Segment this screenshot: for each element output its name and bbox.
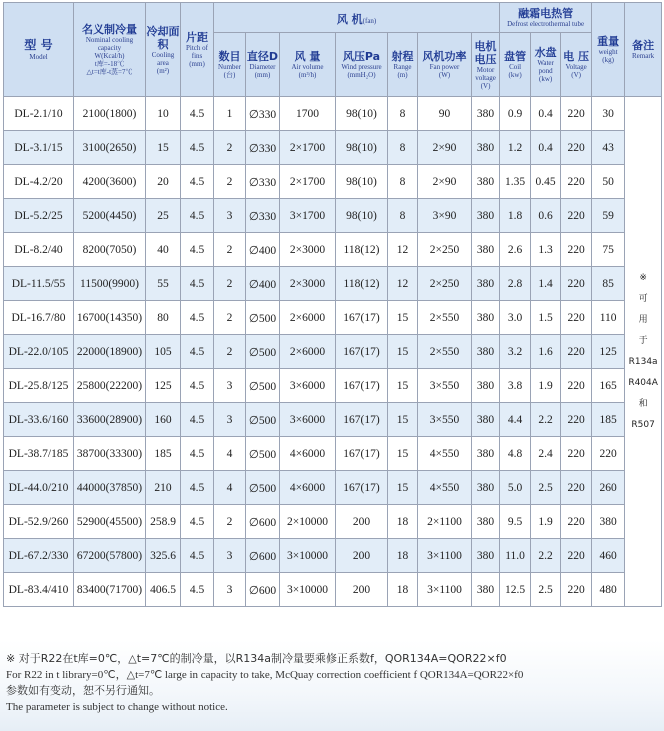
table-cell: 3×1100	[418, 539, 472, 573]
table-cell: 12	[388, 267, 418, 301]
table-cell: ∅500	[246, 301, 280, 335]
header-capacity: 名义制冷量 Nominal cooling capacity W(Kcal/h) t库=-18℃ △t=t库-t蒸=7℃	[74, 3, 146, 97]
table-cell: 220	[561, 165, 592, 199]
header-motor-voltage: 电机电压 Motor voltage (V)	[472, 33, 500, 97]
table-cell: 167(17)	[336, 437, 388, 471]
table-cell: 380	[472, 199, 500, 233]
table-row	[4, 335, 662, 369]
table-cell: 4.5	[181, 437, 214, 471]
table-cell: 11.0	[500, 539, 531, 573]
table-cell: 12.5	[500, 573, 531, 607]
table-cell: 220	[561, 97, 592, 131]
remark-cell	[625, 97, 662, 607]
table-cell: 59	[592, 199, 625, 233]
table-cell: ∅400	[246, 267, 280, 301]
table-row	[4, 539, 662, 573]
table-cell: 4.5	[181, 403, 214, 437]
table-cell: 325.6	[146, 539, 181, 573]
table-cell: 55	[146, 267, 181, 301]
table-cell: 25800(22200)	[74, 369, 146, 403]
table-cell: DL-2.1/10	[4, 97, 74, 131]
table-cell: 44000(37850)	[74, 471, 146, 505]
table-cell: 2	[214, 131, 246, 165]
table-cell: DL-44.0/210	[4, 471, 74, 505]
table-cell: DL-33.6/160	[4, 403, 74, 437]
table-cell: 4×550	[418, 471, 472, 505]
table-cell: 118(12)	[336, 267, 388, 301]
table-row	[4, 165, 662, 199]
table-cell: 380	[472, 437, 500, 471]
header-fan-group: 风 机(fan)	[214, 3, 500, 33]
table-cell: ∅330	[246, 97, 280, 131]
table-cell: 18	[388, 573, 418, 607]
table-cell: 2×6000	[280, 301, 336, 335]
table-cell: 3×6000	[280, 403, 336, 437]
table-cell: 380	[472, 573, 500, 607]
table-cell: 20	[146, 165, 181, 199]
table-cell: 4.5	[181, 369, 214, 403]
table-cell: 4.5	[181, 199, 214, 233]
table-cell: 2×250	[418, 233, 472, 267]
table-cell: 4.5	[181, 505, 214, 539]
table-row	[4, 199, 662, 233]
table-cell: 2×10000	[280, 505, 336, 539]
table-cell: 3×10000	[280, 539, 336, 573]
table-cell: 2.2	[531, 539, 561, 573]
table-cell: DL-3.1/15	[4, 131, 74, 165]
table-cell: 11500(9900)	[74, 267, 146, 301]
table-cell: 3	[214, 539, 246, 573]
spec-table-body	[4, 97, 662, 607]
table-cell: 380	[472, 403, 500, 437]
table-cell: 1.2	[500, 131, 531, 165]
table-cell: 220	[561, 369, 592, 403]
remark-line: 用	[638, 314, 648, 325]
table-cell: 220	[561, 471, 592, 505]
table-cell: ∅330	[246, 131, 280, 165]
table-cell: 1	[214, 97, 246, 131]
table-cell: 3100(2650)	[74, 131, 146, 165]
table-cell: DL-83.4/410	[4, 573, 74, 607]
table-cell: 380	[592, 505, 625, 539]
remark-line: 可	[638, 293, 648, 304]
header-water-pond: 水盘 Water pond (kw)	[531, 33, 561, 97]
table-cell: 5200(4450)	[74, 199, 146, 233]
table-cell: 200	[336, 539, 388, 573]
table-cell: 4×6000	[280, 471, 336, 505]
table-cell: 4.5	[181, 335, 214, 369]
note-change-cn: 参数如有变动，恕不另行通知。	[6, 684, 160, 697]
table-cell: 220	[561, 539, 592, 573]
table-cell: 2.5	[531, 573, 561, 607]
table-cell: DL-52.9/260	[4, 505, 74, 539]
table-cell: 98(10)	[336, 199, 388, 233]
table-row	[4, 131, 662, 165]
notes	[6, 651, 656, 715]
table-cell: 380	[472, 165, 500, 199]
table-cell: 220	[561, 131, 592, 165]
table-cell: 380	[472, 233, 500, 267]
table-cell: 2100(1800)	[74, 97, 146, 131]
table-cell: DL-38.7/185	[4, 437, 74, 471]
table-cell: 110	[592, 301, 625, 335]
table-cell: 200	[336, 505, 388, 539]
table-cell: 3.0	[500, 301, 531, 335]
table-cell: 2.8	[500, 267, 531, 301]
table-cell: 30	[592, 97, 625, 131]
table-cell: 3	[214, 199, 246, 233]
table-cell: 2×6000	[280, 335, 336, 369]
table-cell: 15	[388, 437, 418, 471]
table-cell: 2	[214, 505, 246, 539]
table-cell: 3.8	[500, 369, 531, 403]
table-cell: ∅500	[246, 369, 280, 403]
table-cell: 85	[592, 267, 625, 301]
table-row	[4, 301, 662, 335]
table-cell: 220	[592, 437, 625, 471]
table-cell: 25	[146, 199, 181, 233]
table-cell: 167(17)	[336, 403, 388, 437]
table-cell: 2	[214, 165, 246, 199]
table-cell: 0.4	[531, 131, 561, 165]
table-cell: 167(17)	[336, 471, 388, 505]
table-cell: 8	[388, 199, 418, 233]
header-remark: 备注 Remark	[625, 3, 662, 97]
table-cell: 2×1700	[280, 131, 336, 165]
table-cell: 2×3000	[280, 233, 336, 267]
table-cell: 90	[418, 97, 472, 131]
table-cell: 4.5	[181, 471, 214, 505]
table-cell: 4.5	[181, 267, 214, 301]
table-cell: 380	[472, 97, 500, 131]
table-cell: 98(10)	[336, 131, 388, 165]
table-cell: 220	[561, 233, 592, 267]
header-range: 射程 Range (m)	[388, 33, 418, 97]
header-coil: 盘管 Coil (kw)	[500, 33, 531, 97]
table-cell: 1.4	[531, 267, 561, 301]
table-cell: 220	[561, 403, 592, 437]
header-model: 型 号 Model	[4, 3, 74, 97]
table-cell: 3	[214, 403, 246, 437]
table-cell: 2.4	[531, 437, 561, 471]
table-cell: 2.6	[500, 233, 531, 267]
table-cell: 4.5	[181, 301, 214, 335]
remark-line: R507	[631, 419, 655, 430]
table-cell: 2.5	[531, 471, 561, 505]
table-cell: 83400(71700)	[74, 573, 146, 607]
table-cell: 1.35	[500, 165, 531, 199]
note-r22-en: For R22 in t library=0℃，△t=7℃ large in capacity to take, McQuay correction coefficient f QOR134A=QOR22×f0	[6, 669, 524, 681]
table-cell: ∅600	[246, 505, 280, 539]
table-cell: 50	[592, 165, 625, 199]
table-cell: 480	[592, 573, 625, 607]
table-cell: 4200(3600)	[74, 165, 146, 199]
table-row	[4, 437, 662, 471]
table-cell: 2×90	[418, 131, 472, 165]
table-cell: 260	[592, 471, 625, 505]
table-cell: 220	[561, 437, 592, 471]
table-cell: 4.5	[181, 573, 214, 607]
table-cell: 380	[472, 505, 500, 539]
table-cell: 2×550	[418, 301, 472, 335]
table-cell: 4.5	[181, 165, 214, 199]
table-cell: 2	[214, 335, 246, 369]
table-cell: 380	[472, 335, 500, 369]
table-cell: 9.5	[500, 505, 531, 539]
table-cell: 1.9	[531, 369, 561, 403]
table-cell: 2	[214, 301, 246, 335]
header-cooling-area: 冷却面积 Cooling area (m²)	[146, 3, 181, 97]
table-cell: 15	[146, 131, 181, 165]
table-cell: 406.5	[146, 573, 181, 607]
table-cell: 2	[214, 267, 246, 301]
table-cell: 380	[472, 267, 500, 301]
table-cell: 3.2	[500, 335, 531, 369]
table-cell: 200	[336, 573, 388, 607]
table-cell: 2×250	[418, 267, 472, 301]
table-cell: 8	[388, 131, 418, 165]
table-cell: 1.8	[500, 199, 531, 233]
table-cell: DL-67.2/330	[4, 539, 74, 573]
table-cell: ∅500	[246, 403, 280, 437]
header-fan-power: 风机功率 Fan power (W)	[418, 33, 472, 97]
table-cell: 80	[146, 301, 181, 335]
table-cell: 18	[388, 505, 418, 539]
table-cell: 1.6	[531, 335, 561, 369]
table-cell: 3	[214, 369, 246, 403]
table-cell: 38700(33300)	[74, 437, 146, 471]
table-cell: ∅500	[246, 335, 280, 369]
table-cell: 167(17)	[336, 369, 388, 403]
table-cell: 1700	[280, 97, 336, 131]
table-cell: 18	[388, 539, 418, 573]
table-cell: 3×6000	[280, 369, 336, 403]
table-cell: 2.2	[531, 403, 561, 437]
remark-line: ※	[639, 272, 647, 283]
table-cell: 4.5	[181, 97, 214, 131]
table-cell: 16700(14350)	[74, 301, 146, 335]
table-cell: 220	[561, 505, 592, 539]
table-cell: 8200(7050)	[74, 233, 146, 267]
table-cell: 8	[388, 97, 418, 131]
table-cell: 118(12)	[336, 233, 388, 267]
remark-line: 于	[638, 335, 648, 346]
spec-table-container	[3, 2, 661, 607]
remark-line: 和	[638, 398, 648, 409]
table-cell: 0.45	[531, 165, 561, 199]
table-cell: 3×550	[418, 369, 472, 403]
table-cell: 3×10000	[280, 573, 336, 607]
table-cell: 2	[214, 233, 246, 267]
table-cell: ∅500	[246, 437, 280, 471]
header-wind-pressure: 风压Pa Wind pressure (mmH₂O)	[336, 33, 388, 97]
table-cell: 2×3000	[280, 267, 336, 301]
table-cell: 10	[146, 97, 181, 131]
table-cell: ∅500	[246, 471, 280, 505]
table-cell: DL-8.2/40	[4, 233, 74, 267]
table-cell: ∅600	[246, 539, 280, 573]
table-row	[4, 267, 662, 301]
table-cell: DL-11.5/55	[4, 267, 74, 301]
table-row	[4, 573, 662, 607]
table-cell: 0.9	[500, 97, 531, 131]
header-weight: 重量 weight (kg)	[592, 3, 625, 97]
table-cell: 15	[388, 369, 418, 403]
table-cell: 40	[146, 233, 181, 267]
table-cell: 125	[146, 369, 181, 403]
table-cell: 167(17)	[336, 301, 388, 335]
table-cell: 4×550	[418, 437, 472, 471]
table-cell: 1.5	[531, 301, 561, 335]
table-cell: 165	[592, 369, 625, 403]
spec-table	[3, 2, 662, 607]
table-cell: DL-25.8/125	[4, 369, 74, 403]
header-air-volume: 风 量 Air volume (m³/h)	[280, 33, 336, 97]
table-cell: 4.5	[181, 131, 214, 165]
table-cell: 380	[472, 131, 500, 165]
table-cell: 0.6	[531, 199, 561, 233]
table-cell: 4.5	[181, 233, 214, 267]
remark-line: R134a	[628, 356, 658, 367]
table-cell: DL-4.2/20	[4, 165, 74, 199]
table-cell: 380	[472, 539, 500, 573]
table-cell: 98(10)	[336, 165, 388, 199]
table-cell: 160	[146, 403, 181, 437]
table-cell: 15	[388, 335, 418, 369]
table-cell: 220	[561, 335, 592, 369]
table-cell: ∅330	[246, 165, 280, 199]
table-cell: 105	[146, 335, 181, 369]
table-row	[4, 369, 662, 403]
table-cell: ∅600	[246, 573, 280, 607]
table-cell: 12	[388, 233, 418, 267]
table-cell: 185	[146, 437, 181, 471]
table-row	[4, 505, 662, 539]
table-cell: 220	[561, 267, 592, 301]
table-cell: 0.4	[531, 97, 561, 131]
table-cell: 52900(45500)	[74, 505, 146, 539]
table-cell: 4.8	[500, 437, 531, 471]
header-defrost-group: 融霜电热管 Defrost electrothermal tube	[500, 3, 592, 33]
table-cell: 4	[214, 437, 246, 471]
table-cell: 33600(28900)	[74, 403, 146, 437]
table-row	[4, 97, 662, 131]
table-cell: 2×550	[418, 335, 472, 369]
header-fin-pitch: 片距 Pitch of fins (mm)	[181, 3, 214, 97]
table-cell: 43	[592, 131, 625, 165]
table-cell: 125	[592, 335, 625, 369]
table-cell: 185	[592, 403, 625, 437]
table-cell: 22000(18900)	[74, 335, 146, 369]
table-row	[4, 233, 662, 267]
table-row	[4, 403, 662, 437]
table-cell: 4×6000	[280, 437, 336, 471]
table-cell: 67200(57800)	[74, 539, 146, 573]
table-cell: 380	[472, 369, 500, 403]
table-cell: 15	[388, 471, 418, 505]
note-r22-cn: ※ 对于R22在t库=0℃，△t=7℃的制冷量，以R134a制冷量要乘修正系数f，QOR134A=QOR22×f0	[6, 652, 507, 665]
table-cell: 220	[561, 199, 592, 233]
table-cell: 2×1100	[418, 505, 472, 539]
table-cell: DL-16.7/80	[4, 301, 74, 335]
table-cell: 3	[214, 573, 246, 607]
table-cell: 3×1700	[280, 199, 336, 233]
table-cell: 167(17)	[336, 335, 388, 369]
table-cell: 75	[592, 233, 625, 267]
remark-line: R404A	[628, 377, 658, 388]
table-cell: 3×90	[418, 199, 472, 233]
table-cell: 4.4	[500, 403, 531, 437]
table-cell: 5.0	[500, 471, 531, 505]
table-cell: 4.5	[181, 539, 214, 573]
table-cell: 8	[388, 165, 418, 199]
table-cell: 98(10)	[336, 97, 388, 131]
table-cell: 15	[388, 403, 418, 437]
table-cell: 380	[472, 471, 500, 505]
table-cell: 460	[592, 539, 625, 573]
table-cell: DL-5.2/25	[4, 199, 74, 233]
table-cell: ∅330	[246, 199, 280, 233]
table-cell: 1.3	[531, 233, 561, 267]
header-fan-diameter: 直径D Diameter (mm)	[246, 33, 280, 97]
table-cell: 220	[561, 301, 592, 335]
table-cell: 210	[146, 471, 181, 505]
table-cell: 2×1700	[280, 165, 336, 199]
header-voltage: 电 压 Voltage (V)	[561, 33, 592, 97]
table-cell: 220	[561, 573, 592, 607]
table-cell: 3×550	[418, 403, 472, 437]
table-cell: 2×90	[418, 165, 472, 199]
table-cell: ∅400	[246, 233, 280, 267]
table-cell: 3×1100	[418, 573, 472, 607]
note-change-en: The parameter is subject to change without notice.	[6, 701, 228, 713]
table-cell: 380	[472, 301, 500, 335]
header-fan-number: 数目 Number (台)	[214, 33, 246, 97]
table-cell: 15	[388, 301, 418, 335]
table-cell: 4	[214, 471, 246, 505]
table-row	[4, 471, 662, 505]
table-cell: DL-22.0/105	[4, 335, 74, 369]
table-cell: 258.9	[146, 505, 181, 539]
table-cell: 1.9	[531, 505, 561, 539]
